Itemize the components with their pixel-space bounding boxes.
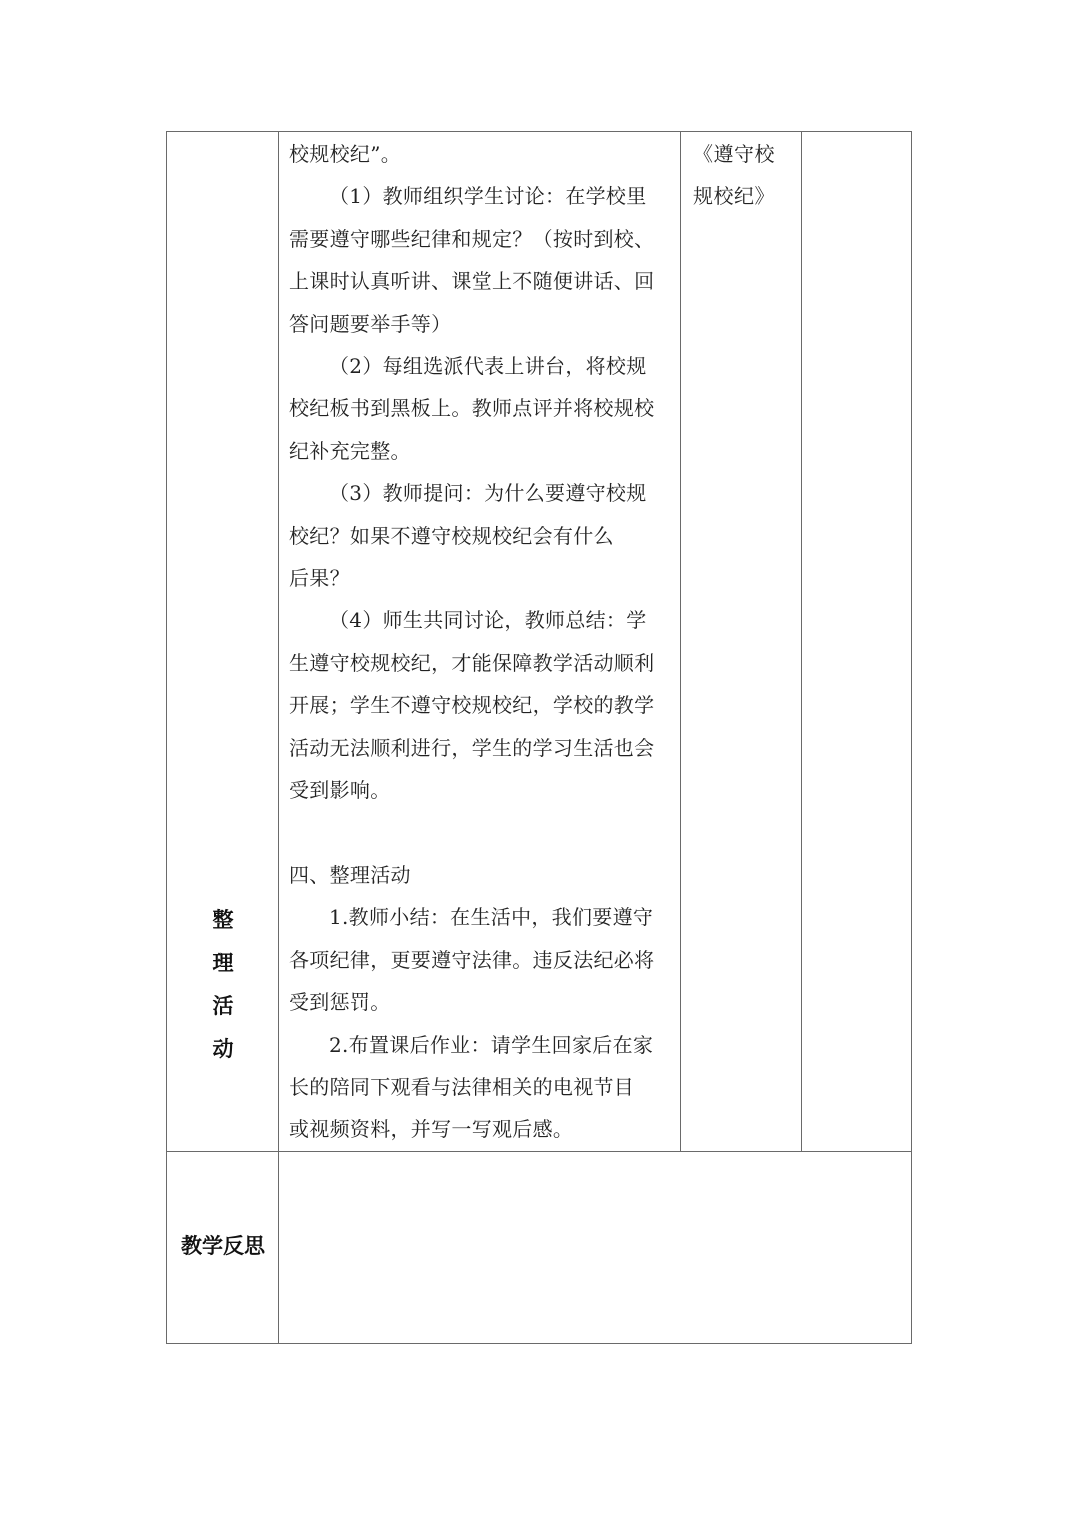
content-line: （3）教师提问：为什么要遵守校规 [329,481,647,506]
content-line: 后果？ [289,566,350,591]
teaching-reflection-label: 教学反思 [181,1234,265,1258]
content-line: 1.教师小结：在生活中，我们要遵守 [329,905,654,930]
content-line: 开展；学生不遵守校规校纪，学校的教学 [289,693,655,718]
column-divider-2 [680,132,681,1151]
content-line: 上课时认真听讲、课堂上不随便讲话、回 [289,269,655,294]
content-line: 纪补充完整。 [289,438,411,463]
content-line: 长的陪同下观看与法律相关的电视节目 [289,1074,635,1099]
content-line: 各项纪律，更要遵守法律。违反法纪必将 [289,947,655,972]
resource-content [693,133,793,218]
content-line: （2）每组选派代表上讲台，将校规 [329,354,647,379]
content-line: 四、整理活动 [289,862,411,887]
section-label-char: 动 [212,1037,234,1061]
resource-line: 规校纪》 [693,184,775,209]
content-line: （1）教师组织学生讨论：在学校里 [329,184,647,209]
content-line: 校纪？如果不遵守校规校纪会有什么 [289,523,614,548]
content-line [289,812,675,854]
content-line: 活动无法顺利进行，学生的学习生活也会 [289,735,655,760]
section-label-char: 理 [212,951,234,975]
teaching-reflection-cell [279,1152,911,1343]
content-line: 受到惩罚。 [289,990,391,1015]
section-label-organize-activity [167,899,279,1071]
content-line: （4）师生共同讨论，教师总结：学 [329,608,647,633]
section-label-char: 整 [212,908,234,932]
content-line: 校纪板书到黑板上。教师点评并将校规校 [289,396,655,421]
resource-line: 《遵守校 [693,142,775,166]
content-line: 需要遵守哪些纪律和规定？（按时到校、 [289,226,655,251]
content-line: 受到影响。 [289,778,391,803]
activity-content [289,133,675,1151]
section-label-char: 活 [212,994,234,1018]
content-line: 或视频资料，并写一写观后感。 [289,1117,574,1142]
content-line: 2.布置课后作业：请学生回家后在家 [329,1032,654,1057]
content-line: 答问题要举手等） [289,311,452,336]
lesson-plan-table [166,131,912,1344]
content-line: 校规校纪”。 [289,142,402,166]
column-divider-3 [801,132,802,1151]
content-line: 生遵守校规校纪，才能保障教学活动顺利 [289,650,655,675]
